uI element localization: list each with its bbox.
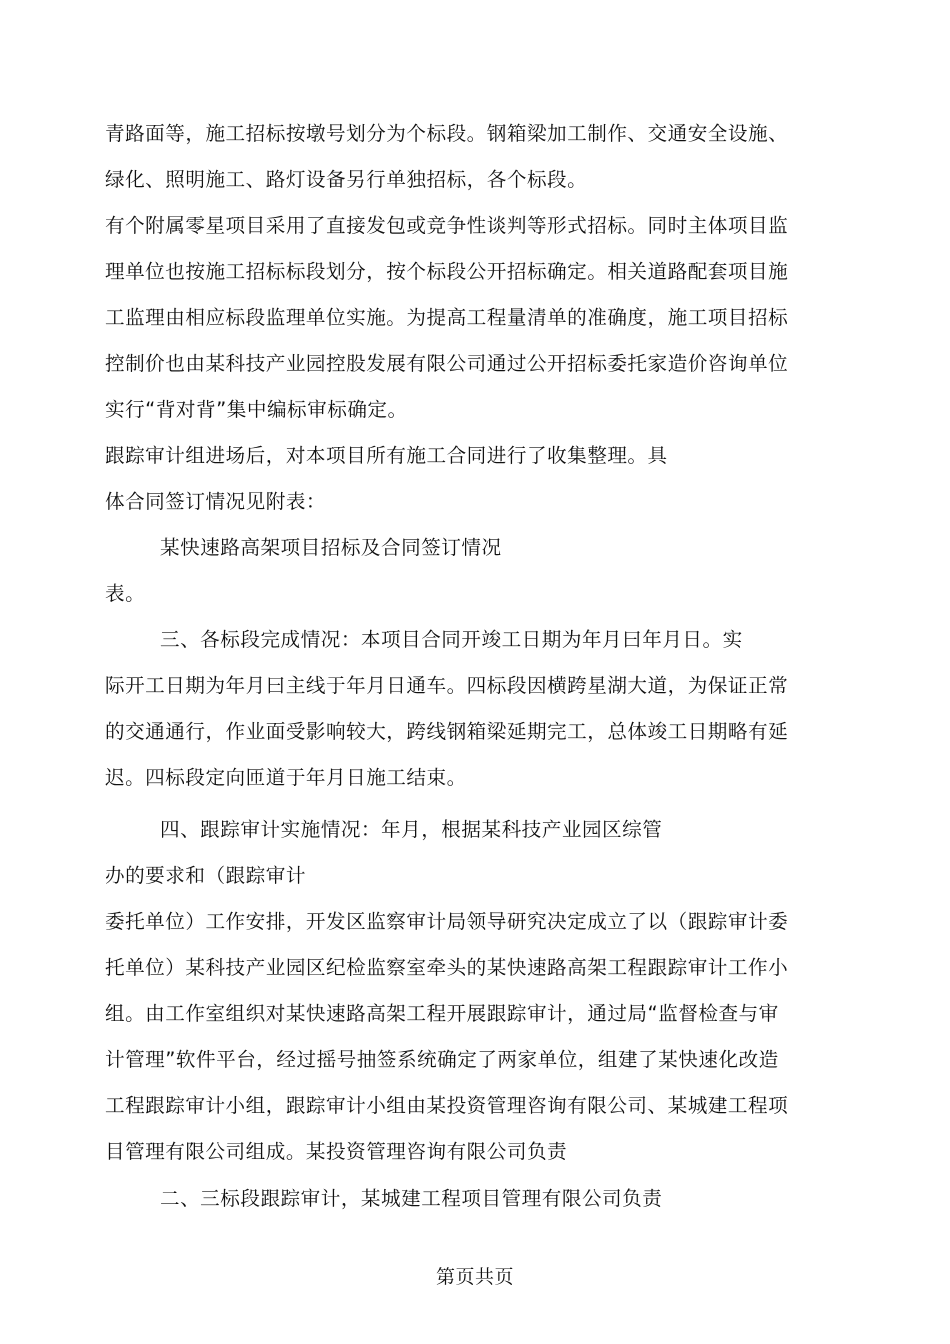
text-line: 跟踪审计组进场后，对本项目所有施工合同进行了收集整理。具 <box>105 444 668 467</box>
text-line: 有个附属零星项目采用了直接发包或竞争性谈判等形式招标。同时主体项目监 <box>105 214 789 237</box>
text-line: 组。由工作室组织对某快速路高架工程开展跟踪审计，通过局“监督检查与审 <box>105 1002 779 1025</box>
text-line: 控制价也由某科技产业园控股发展有限公司通过公开招标委托家造价咨询单位 <box>105 352 789 375</box>
text-line: 工程跟踪审计小组，跟踪审计小组由某投资管理咨询有限公司、某城建工程项 <box>105 1094 789 1117</box>
text-line: 托单位）某科技产业园区纪检监察室牵头的某快速路高架工程跟踪审计工作小 <box>105 956 789 979</box>
text-line: 青路面等，施工招标按墩号划分为个标段。钢箱梁加工制作、交通安全设施、 <box>105 122 789 145</box>
text-line: 目管理有限公司组成。某投资管理咨询有限公司负责 <box>105 1140 568 1163</box>
page-footer: 第页共页 <box>435 1266 514 1288</box>
text-line: 委托单位）工作安排，开发区监察审计局领导研究决定成立了以（跟踪审计委 <box>105 910 789 933</box>
section-heading-3: 三、各标段完成情况：本项目合同开竣工日期为年月曰年月日。实 <box>160 628 743 651</box>
text-line: 计管理”软件平台，经过摇号抽签系统确定了两家单位，组建了某快速化改造 <box>105 1048 779 1071</box>
text-line: 表。 <box>105 582 146 605</box>
text-line: 实行“背对背”集中编标审标确定。 <box>105 398 408 421</box>
text-line: 际开工日期为年月曰主线于年月日通车。四标段因横跨星湖大道，为保证正常 <box>105 674 789 697</box>
text-line: 体合同签订情况见附表： <box>105 490 327 513</box>
text-line: 绿化、照明施工、路灯设备另行单独招标，各个标段。 <box>105 168 588 191</box>
section-heading-4: 四、跟踪审计实施情况：年月，根据某科技产业园区综管 <box>160 818 663 841</box>
text-line: 二、三标段跟踪审计，某城建工程项目管理有限公司负责 <box>160 1187 663 1210</box>
text-line: 办的要求和（跟踪审计 <box>105 864 306 887</box>
table-caption: 某快速路高架项目招标及合同签订情况 <box>160 536 502 559</box>
text-line: 的交通通行，作业面受影响较大，跨线钢箱梁延期完工，总体竣工日期略有延 <box>105 720 789 743</box>
text-line: 理单位也按施工招标标段划分，按个标段公开招标确定。相关道路配套项目施 <box>105 260 789 283</box>
text-line: 工监理由相应标段监理单位实施。为提高工程量清单的准确度，施工项目招标 <box>105 306 789 329</box>
text-line: 迟。四标段定向匝道于年月日施工结束。 <box>105 766 467 789</box>
